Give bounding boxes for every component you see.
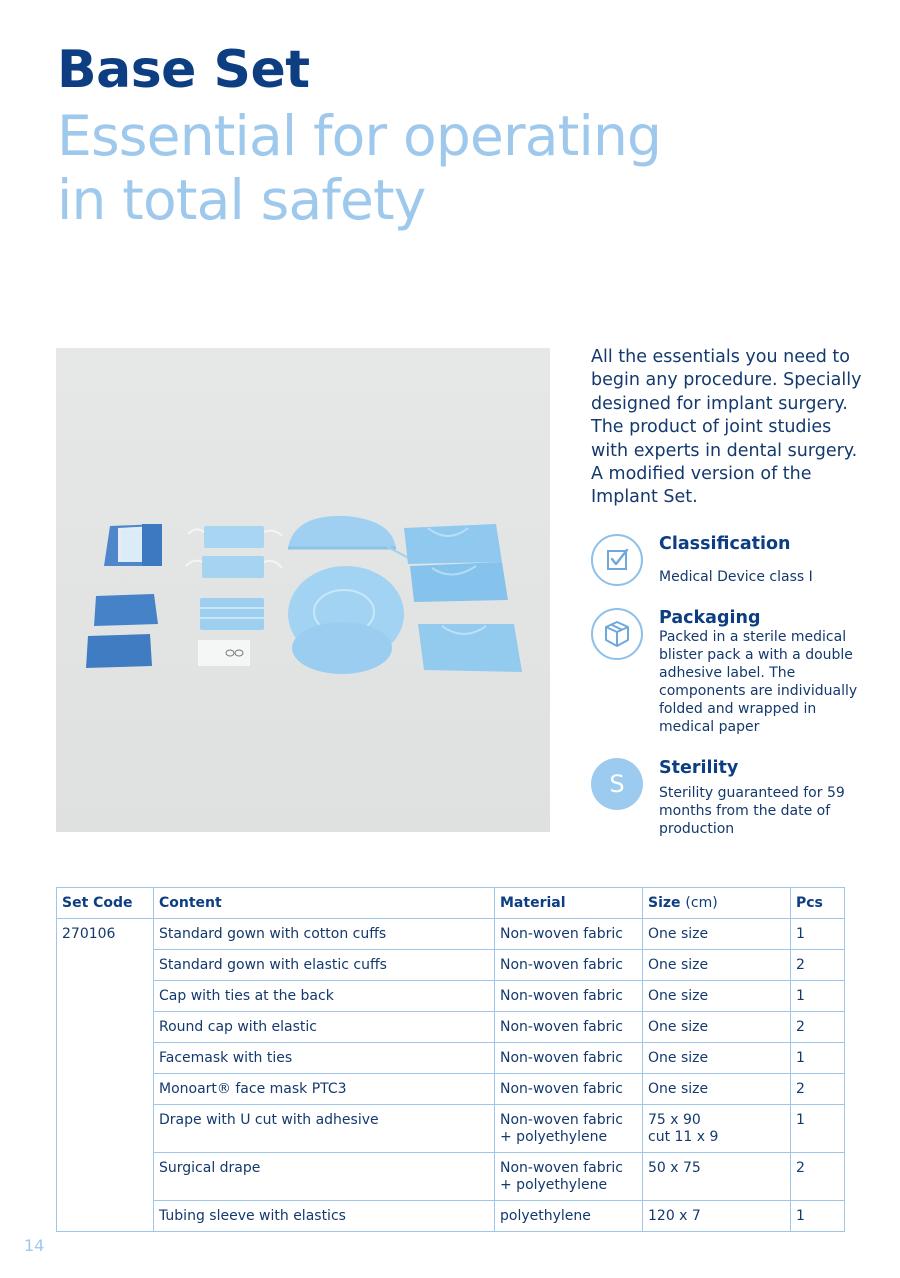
pcs-cell: 2 <box>791 1012 845 1043</box>
page-number: 14 <box>24 1236 45 1255</box>
material-cell-line: Non-woven fabric <box>500 988 623 1004</box>
feature-title: Classification <box>659 534 791 554</box>
content-cell: Tubing sleeve with elastics <box>154 1201 495 1232</box>
table-row <box>57 1153 845 1201</box>
pcs-cell: 2 <box>791 1153 845 1201</box>
size-cell-line: One size <box>648 1081 709 1097</box>
header-size-unit: (cm) <box>685 895 718 911</box>
size-cell <box>643 1105 791 1153</box>
checkbox-icon <box>591 534 643 586</box>
pcs-cell: 1 <box>791 981 845 1012</box>
feature-description: Sterility guaranteed for 59 months from the date of production <box>659 785 845 837</box>
u-cut-drape <box>104 524 162 566</box>
content-cell: Drape with U cut with adhesive <box>154 1105 495 1153</box>
table-row <box>57 1105 845 1153</box>
size-cell <box>643 950 791 981</box>
size-cell <box>643 1153 791 1201</box>
tubing-sleeve <box>198 640 250 666</box>
subtitle-line: Essential for operating <box>57 104 662 168</box>
material-cell-line: Non-woven fabric <box>500 1050 623 1066</box>
material-cell-line: Non-woven fabric <box>500 1112 623 1128</box>
table-row <box>57 981 845 1012</box>
size-cell-line: 50 x 75 <box>648 1160 701 1176</box>
surgical-drape <box>94 594 158 626</box>
intro-text: All the essentials you need to begin any procedure. Specially designed for implant surgery. The product of joint studies with experts in dental surgery. A modified version of the Implant Set. <box>591 347 862 508</box>
pcs-cell: 2 <box>791 1074 845 1105</box>
header-set-code: Set Code <box>57 888 154 919</box>
feature-description: Medical Device class I <box>659 569 813 585</box>
content-cell: Standard gown with cotton cuffs <box>154 919 495 950</box>
material-cell <box>495 950 643 981</box>
table-row <box>57 919 845 950</box>
material-cell <box>495 1153 643 1201</box>
subtitle-line: in total safety <box>57 168 426 232</box>
feature-title: Packaging <box>659 608 761 628</box>
header-material: Material <box>495 888 643 919</box>
material-cell <box>495 1105 643 1153</box>
size-cell <box>643 1012 791 1043</box>
size-cell-line: One size <box>648 988 709 1004</box>
package-box-icon <box>591 608 643 660</box>
size-cell-line: One size <box>648 1019 709 1035</box>
header-size-label: Size <box>648 895 681 911</box>
material-cell-line: + polyethylene <box>500 1129 608 1145</box>
content-cell: Cap with ties at the back <box>154 981 495 1012</box>
content-cell: Facemask with ties <box>154 1043 495 1074</box>
feature-description: Packed in a sterile medical blister pack a with a double adhesive label. The components are individually folded and wrapped in medical paper <box>659 629 858 735</box>
content-cell: Round cap with elastic <box>154 1012 495 1043</box>
product-photo <box>56 348 550 832</box>
header-size <box>643 888 791 919</box>
size-cell <box>643 1074 791 1105</box>
table-row <box>57 1074 845 1105</box>
table-row <box>57 1012 845 1043</box>
header-content: Content <box>154 888 495 919</box>
material-cell-line: Non-woven fabric <box>500 1160 623 1176</box>
size-cell <box>643 919 791 950</box>
table-row <box>57 1043 845 1074</box>
specification-table <box>56 887 845 1232</box>
surgical-drape <box>86 634 152 668</box>
sterility-s-icon: S <box>591 758 643 810</box>
pcs-cell: 1 <box>791 919 845 950</box>
page-title: Base Set <box>57 40 310 100</box>
material-cell <box>495 1074 643 1105</box>
size-cell-line: One size <box>648 957 709 973</box>
material-cell-line: Non-woven fabric <box>500 926 623 942</box>
table-row <box>57 1201 845 1232</box>
size-cell-line: 120 x 7 <box>648 1208 701 1224</box>
material-cell-line: + polyethylene <box>500 1177 608 1193</box>
material-cell-line: polyethylene <box>500 1208 591 1224</box>
material-cell-line: Non-woven fabric <box>500 1019 623 1035</box>
material-cell-line: Non-woven fabric <box>500 1081 623 1097</box>
round-cap <box>288 566 404 674</box>
size-cell <box>643 981 791 1012</box>
size-cell-line: 75 x 90 <box>648 1112 701 1128</box>
material-cell <box>495 1201 643 1232</box>
page-subtitle <box>57 104 661 232</box>
size-cell <box>643 1043 791 1074</box>
content-cell: Monoart® face mask PTC3 <box>154 1074 495 1105</box>
size-cell-line: One size <box>648 926 709 942</box>
face-mask-ptc3 <box>200 598 264 630</box>
material-cell <box>495 919 643 950</box>
pcs-cell: 1 <box>791 1201 845 1232</box>
pcs-cell: 1 <box>791 1043 845 1074</box>
material-cell <box>495 1012 643 1043</box>
material-cell <box>495 981 643 1012</box>
size-cell <box>643 1201 791 1232</box>
pcs-cell: 1 <box>791 1105 845 1153</box>
header-pcs: Pcs <box>791 888 845 919</box>
content-cell: Surgical drape <box>154 1153 495 1201</box>
table-header-row <box>57 888 845 919</box>
content-cell: Standard gown with elastic cuffs <box>154 950 495 981</box>
size-cell-line: cut 11 x 9 <box>648 1129 719 1145</box>
set-code-cell: 270106 <box>57 919 154 1232</box>
material-cell <box>495 1043 643 1074</box>
table-row <box>57 950 845 981</box>
material-cell-line: Non-woven fabric <box>500 957 623 973</box>
product-illustration <box>56 348 550 832</box>
pcs-cell: 2 <box>791 950 845 981</box>
feature-title: Sterility <box>659 758 739 778</box>
size-cell-line: One size <box>648 1050 709 1066</box>
